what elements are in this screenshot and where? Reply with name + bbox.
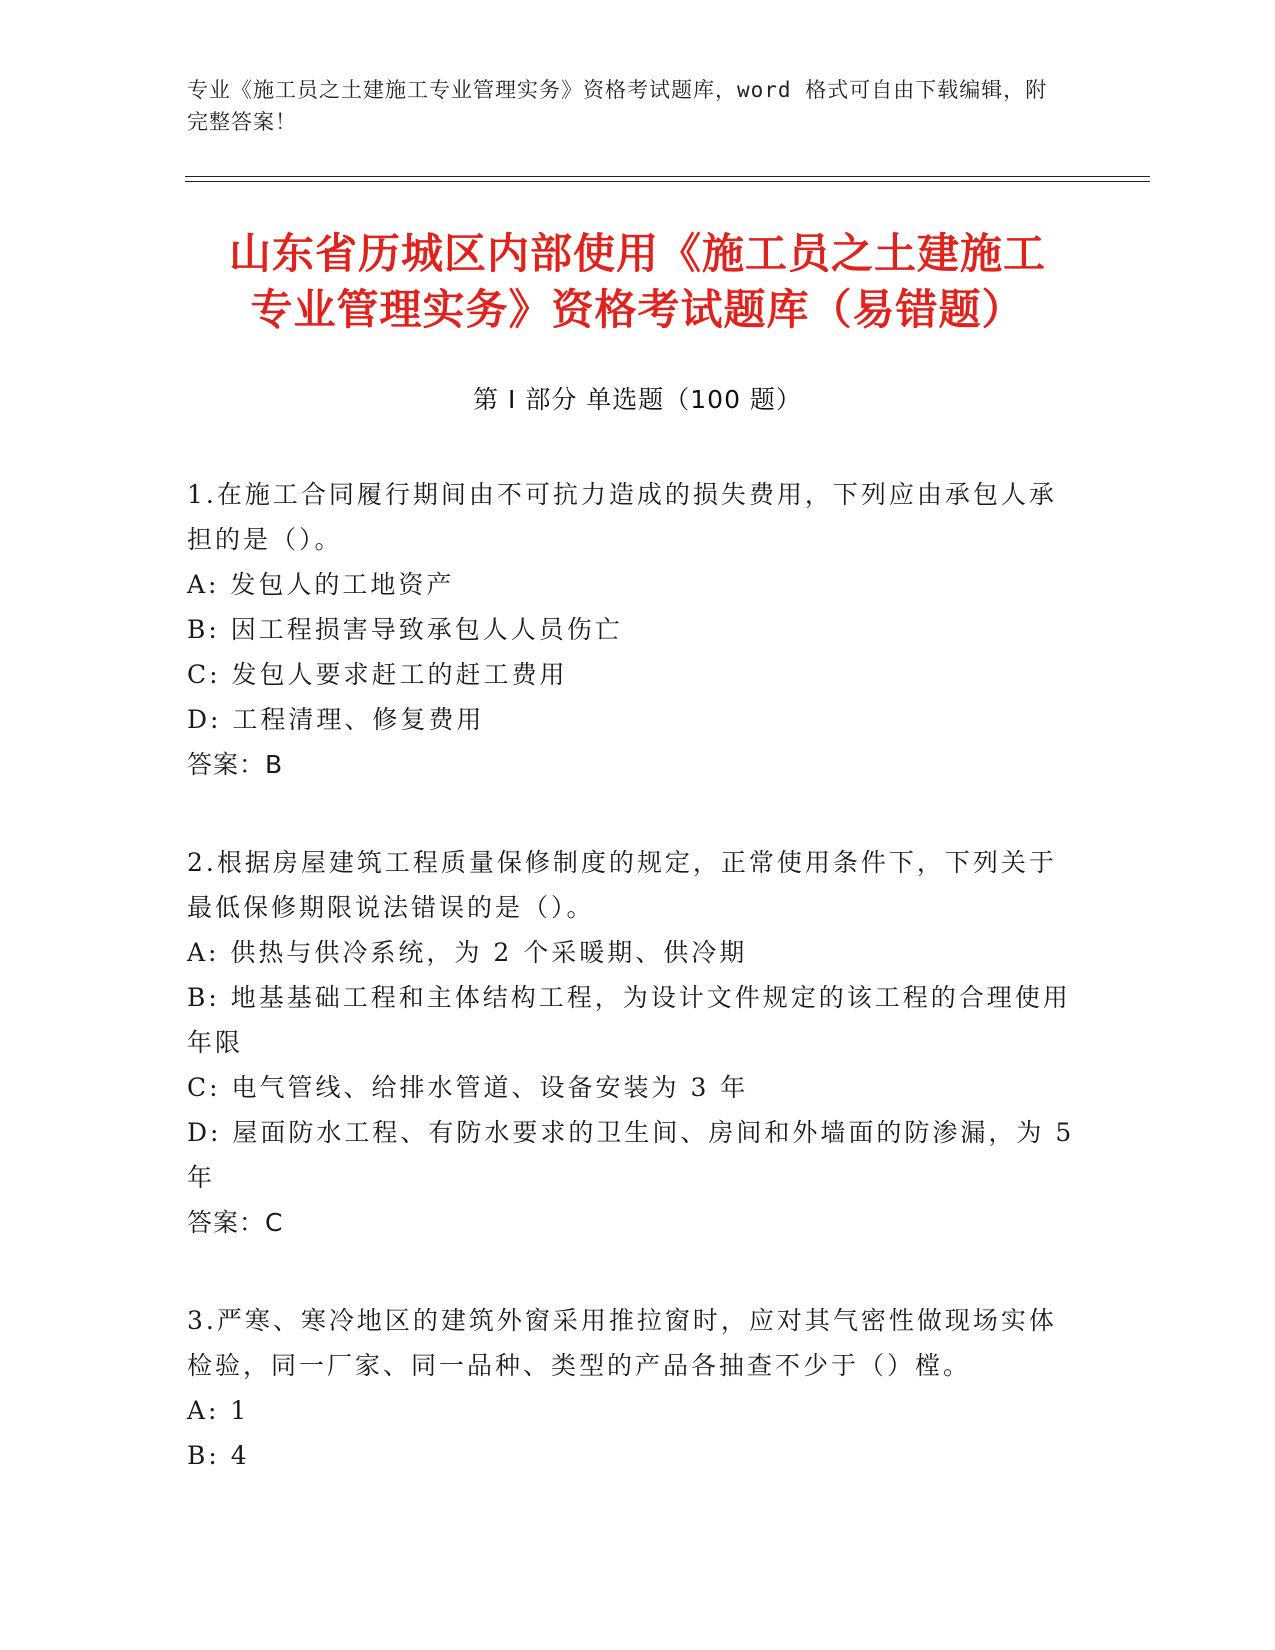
question-item	[187, 472, 1077, 787]
header-note: 专业《施工员之土建施工专业管理实务》资格考试题库，word 格式可自由下载编辑，附完整答案！	[187, 78, 1048, 134]
question-option: A: 1	[187, 1396, 250, 1425]
question-option: D: 屋面防水工程、有防水要求的卫生间、房间和外墙面的防渗漏，为 5 年	[187, 1118, 1075, 1192]
document-title-line-2: 专业管理实务》资格考试题库（易错题）	[250, 285, 1025, 334]
question-option: A: 供热与供冷系统，为 2 个采暖期、供冷期	[187, 938, 748, 967]
section-title: 第 I 部分 单选题（100 题）	[473, 385, 802, 414]
question-item	[187, 840, 1077, 1245]
question-answer: 答案：B	[187, 750, 284, 779]
question-answer: 答案：C	[187, 1208, 284, 1237]
question-option: D: 工程清理、修复费用	[187, 705, 485, 734]
question-option: B: 4	[187, 1441, 250, 1470]
header-divider-top	[185, 176, 1150, 177]
question-stem: 3.严寒、寒冷地区的建筑外窗采用推拉窗时，应对其气密性做现场实体检验，同一厂家、同一品种、类型的产品各抽查不少于（）樘。	[187, 1306, 1057, 1380]
question-option: B: 因工程损害导致承包人人员伤亡	[187, 615, 623, 644]
question-stem: 2.根据房屋建筑工程质量保修制度的规定，正常使用条件下，下列关于最低保修期限说法错误的是（）。	[187, 848, 1057, 922]
document-title	[150, 226, 1125, 338]
question-list	[187, 472, 1077, 1531]
document-title-line-1: 山东省历城区内部使用《施工员之土建施工	[228, 229, 1046, 278]
question-option: C: 发包人要求赶工的赶工费用	[187, 660, 568, 689]
header-divider-bottom	[185, 181, 1150, 182]
question-option: A: 发包人的工地资产	[187, 570, 455, 599]
question-option: B: 地基基础工程和主体结构工程，为设计文件规定的该工程的合理使用年限	[187, 983, 1071, 1057]
question-option: C: 电气管线、给排水管道、设备安装为 3 年	[187, 1073, 749, 1102]
question-stem: 1.在施工合同履行期间由不可抗力造成的损失费用，下列应由承包人承担的是（）。	[187, 480, 1057, 554]
question-item	[187, 1298, 1077, 1478]
